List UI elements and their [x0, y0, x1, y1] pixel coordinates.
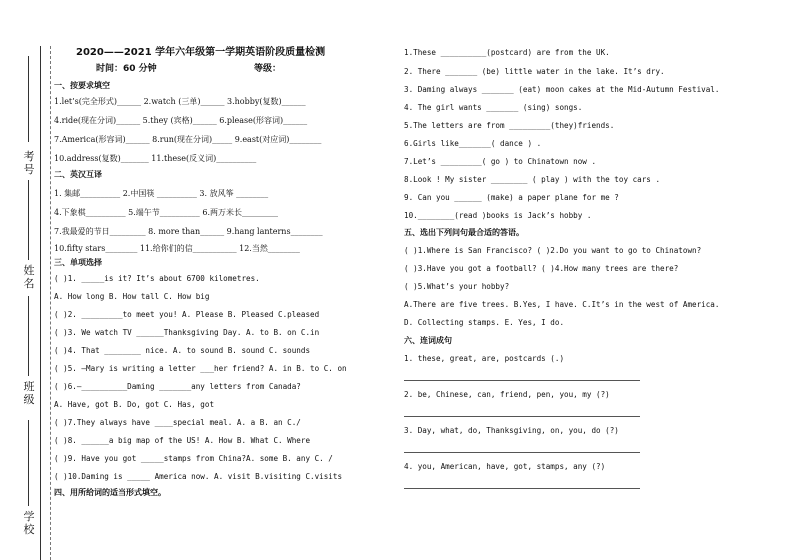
s6-row-1: 1. these, great, are, postcards (.): [404, 354, 565, 363]
s5-row-3: ( )5.What’s your hobby?: [404, 282, 510, 291]
answer-line-3[interactable]: [404, 452, 640, 453]
s3-row-10: ( )8. ______a big map of the US! A. How B. What C. Where: [54, 436, 311, 445]
s4-row-6: 6.Girls like_______( dance ) .: [404, 139, 542, 148]
s5-row-5: D. Collecting stamps. E. Yes, I do.: [404, 318, 565, 327]
s5-row-1: ( )1.Where is San Francisco? ( )2.Do you want to go to Chinatown?: [404, 246, 702, 255]
xingming-label: [22, 264, 36, 290]
xuexiao-text: 学校: [23, 510, 35, 536]
answer-line-1[interactable]: [404, 380, 640, 381]
section-2-title: 二、英汉互译: [54, 170, 102, 179]
xuexiao-label: [22, 510, 36, 536]
banji-field[interactable]: [28, 296, 29, 376]
section-3-title: 三、单项选择: [54, 258, 102, 267]
s2-row-4: 10.fifty stars________ 11.给你们的信___________ 12.当然________: [54, 244, 300, 253]
s4-row-7: 7.Let’s _________( go ) to Chinatown now .: [404, 157, 597, 166]
answer-line-4[interactable]: [404, 488, 640, 489]
s6-row-2: 2. be, Chinese, can, friend, pen, you, my (?): [404, 390, 610, 399]
s3-row-2: A. How long B. How tall C. How big: [54, 292, 210, 301]
s3-row-11: ( )9. Have you got _____stamps from China?A. some B. any C. /: [54, 454, 333, 463]
s2-row-3: 7.我最爱的节日_________ 8. more than______ 9.hang lanterns________: [54, 227, 323, 236]
s1-row-1: 1.let’s(完全形式)______ 2.watch (三单)______ 3.hobby(复数)______: [54, 97, 306, 106]
binding-line: [50, 46, 51, 560]
s4-row-10: 10.________(read )books is Jack’s hobby .: [404, 211, 592, 220]
s6-row-4: 4. you, American, have, got, stamps, any (?): [404, 462, 606, 471]
s5-row-2: ( )3.Have you got a football? ( )4.How many trees are there?: [404, 264, 679, 273]
s3-row-8: A. Have, got B. Do, got C. Has, got: [54, 400, 215, 409]
grade-label: 等级：: [254, 64, 282, 74]
banji-text: 班级: [23, 380, 35, 406]
s3-row-9: ( )7.They always have ____special meal. A. a B. an C./: [54, 418, 301, 427]
s3-row-4: ( )3. We watch TV ______Thanksgiving Day. A. to B. on C.in: [54, 328, 320, 337]
xingming-text: 姓名: [23, 264, 35, 290]
s3-row-6: ( )5. —Mary is writing a letter ___her friend? A. in B. to C. on: [54, 364, 347, 373]
section-6-title: 六、连词成句: [404, 336, 452, 345]
s4-row-2: 2. There _______ (be) little water in the lake. It’s dry.: [404, 67, 665, 76]
s1-row-3: 7.America(形容词)______ 8.run(现在分词)_____ 9.east(对应词)________: [54, 135, 322, 144]
s2-row-2: 4.下象棋__________ 5.端午节__________ 6.两万米长_________: [54, 208, 278, 217]
section-1-title: 一、按要求填空: [54, 81, 110, 90]
s4-row-4: 4. The girl wants _______ (sing) songs.: [404, 103, 583, 112]
s4-row-1: 1.These __________(postcard) are from the UK.: [404, 48, 610, 57]
s4-row-3: 3. Daming always _______ (eat) moon cakes at the Mid-Autumn Festival.: [404, 85, 720, 94]
kaohao-label: [22, 150, 36, 176]
s5-row-4: A.There are five trees. B.Yes, I have. C.It’s in the west of America.: [404, 300, 720, 309]
s4-row-9: 9. Can you ______ (make) a paper plane for me ?: [404, 193, 619, 202]
answer-line-2[interactable]: [404, 416, 640, 417]
margin-line: [40, 46, 41, 560]
s4-row-5: 5.The letters are from _________(they)friends.: [404, 121, 615, 130]
s6-row-3: 3. Day, what, do, Thanksgiving, on, you, do (?): [404, 426, 619, 435]
section-4-title: 四、用所给词的适当形式填空。: [54, 488, 166, 497]
s2-row-1: 1. 集邮__________ 2.中国筷 __________ 3. 放风筝 ________: [54, 189, 269, 198]
s1-row-4: 10.address(复数)_______ 11.these(反义词)__________: [54, 154, 257, 163]
s3-row-7: ( )6.—__________Daming _______any letters from Canada?: [54, 382, 301, 391]
xingming-field[interactable]: [28, 180, 29, 260]
s3-row-12: ( )10.Daming is _____ America now. A. visit B.visiting C.visits: [54, 472, 343, 481]
s3-row-1: ( )1. _____is it? It’s about 6700 kilometres.: [54, 274, 260, 283]
s3-row-3: ( )2. _________to meet you! A. Please B. Pleased C.pleased: [54, 310, 320, 319]
kaohao-text: 考号: [23, 150, 35, 176]
page-title: 2020——2021 学年六年级第一学期英语阶段质量检测: [76, 47, 326, 58]
time-label: 时间：60 分钟: [96, 64, 157, 74]
kaohao-field[interactable]: [28, 56, 29, 142]
s3-row-5: ( )4. That ________ nice. A. to sound B. sound C. sounds: [54, 346, 311, 355]
s1-row-2: 4.ride(现在分词)______ 5.they (宾格)______ 6.please(形容词)______: [54, 116, 308, 125]
section-5-title: 五、选出下列问句最合适的答语。: [404, 228, 524, 237]
xuexiao-field[interactable]: [28, 420, 29, 506]
banji-label: [22, 380, 36, 406]
s4-row-8: 8.Look ! My sister ________ ( play ) with the toy cars .: [404, 175, 661, 184]
